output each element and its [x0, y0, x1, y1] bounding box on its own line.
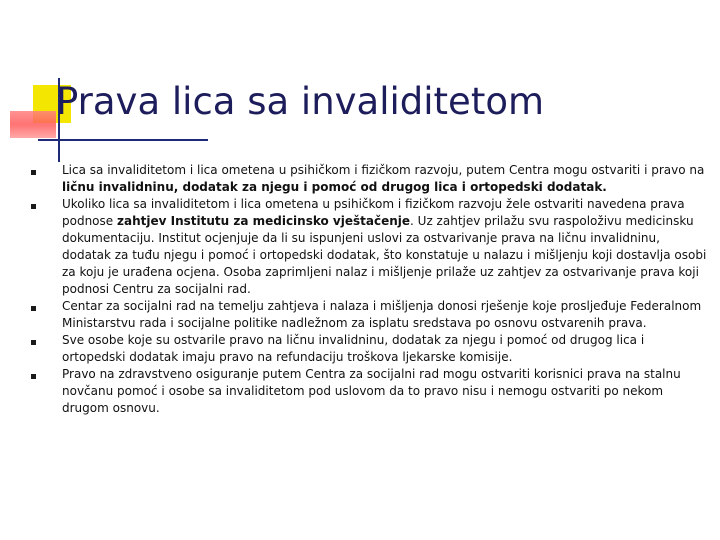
bullet-text-pre: Lica sa invaliditetom i lica ometena u psihičkom i fizičkom razvoju, putem Centra mogu ostvariti i pravo na [62, 163, 705, 177]
bullet-text-pre: Centar za socijalni rad na temelju zahtjeva i nalaza i mišljenja donosi rješenje koje prosljeđuje Federalnom Ministarstvu rada i socijalne politike nadležnom za isplatu sredstava po osnovu ostvarenih prava. [62, 299, 702, 330]
square-bullet-icon [31, 204, 36, 209]
bullet-item [28, 332, 708, 366]
bullet-item [28, 298, 708, 332]
bullet-item [28, 366, 708, 417]
bullet-text-post: . Uz zahtjev prilažu svu raspoloživu medicinsku dokumentaciju. Institut ocjenjuje da li su ispunjeni uslovi za ostvarivanje prava na ličnu invalidninu, dodatak za tuđu njegu i pomoć i ortopedski dodatak, što konstatuje u nalazu i mišljenju koji dostavlja osobi za koju je urađena ocjena. Osoba zaprimljeni nalaz i mišljenje prilaže uz zahtjev za ostvarivanje prava koji podnosi Centru za socijalni rad. [62, 214, 707, 296]
decorative-horizontal-line [38, 139, 208, 141]
slide-title: Prava lica sa invaliditetom [56, 80, 545, 123]
bullet-list [28, 162, 708, 417]
bullet-text-bold: zahtjev Institutu za medicinsko vještačenje [116, 214, 411, 228]
square-bullet-icon [31, 170, 36, 175]
decorative-red-square [10, 111, 56, 138]
square-bullet-icon [31, 306, 36, 311]
square-bullet-icon [31, 374, 36, 379]
bullet-text-pre: Pravo na zdravstveno osiguranje putem Centra za socijalni rad mogu ostvariti korisnici prava na stalnu novčanu pomoć i osobe sa invaliditetom pod uslovom da to pravo nisu i nemogu ostvariti po nekom drugom osnovu. [62, 367, 681, 415]
bullet-item [28, 162, 708, 196]
bullet-text-pre: Ukoliko lica sa invaliditetom i lica ometena u psihičkom i fizičkom razvoju žele ostvariti navedena prava podnose [62, 197, 685, 228]
bullet-text-pre: Sve osobe koje su ostvarile pravo na ličnu invalidninu, dodatak za njegu i pomoć od drugog lica i ortopedski dodatak imaju pravo na refundaciju troškova ljekarske komisije. [62, 333, 645, 364]
bullet-item [28, 196, 708, 298]
bullet-text-bold: ličnu invalidninu, dodatak za njegu i pomoć od drugog lica i ortopedski dodatak. [62, 180, 607, 194]
square-bullet-icon [31, 340, 36, 345]
